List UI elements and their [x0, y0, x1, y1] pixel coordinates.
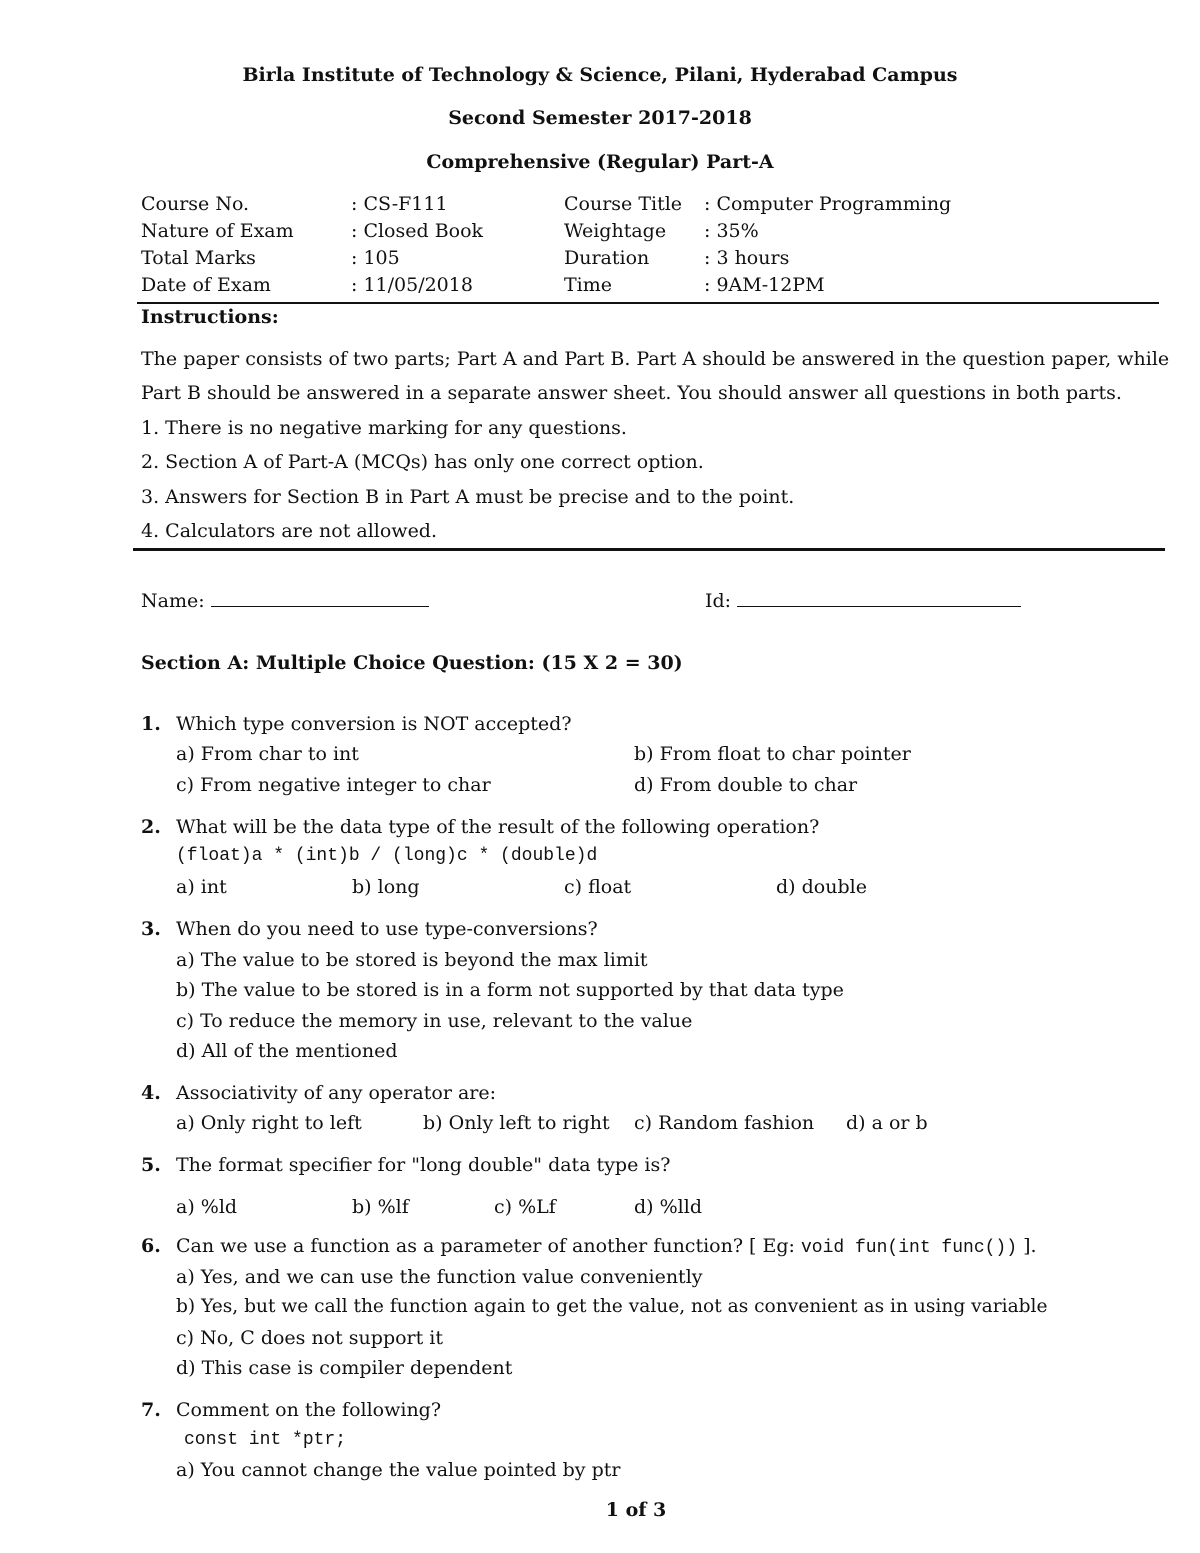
- option-d: d) double: [776, 876, 867, 898]
- instructions-intro-line2: Part B should be answered in a separate answer sheet. You should answer all questions in both parts.: [141, 382, 1122, 404]
- details-left-values: [351, 193, 483, 301]
- question-text: The format specifier for "long double" data type is?: [176, 1154, 671, 1176]
- name-label: Name:: [141, 590, 205, 612]
- detail-label: Total Marks: [141, 247, 256, 269]
- details-right-labels: [564, 193, 682, 301]
- detail-label: Duration: [564, 247, 650, 269]
- option-a: a) int: [176, 876, 227, 898]
- option-d: d) This case is compiler dependent: [176, 1357, 513, 1379]
- section-title: Section A: Multiple Choice Question: (15 X 2 = 30): [141, 652, 683, 674]
- option-c: c) %Lf: [494, 1196, 556, 1218]
- name-field[interactable]: [141, 590, 429, 612]
- question-number: 2.: [141, 816, 161, 838]
- option-a: a) From char to int: [176, 743, 359, 765]
- question-number: 6.: [141, 1235, 161, 1257]
- instruction-item: 3. Answers for Section B in Part A must be precise and to the point.: [141, 486, 795, 508]
- option-a: a) The value to be stored is beyond the max limit: [176, 949, 648, 971]
- detail-value: : 9AM-12PM: [704, 274, 825, 296]
- detail-label: Time: [564, 274, 613, 296]
- detail-label: Course Title: [564, 193, 683, 215]
- option-d: d) All of the mentioned: [176, 1040, 398, 1062]
- option-c: c) From negative integer to char: [176, 774, 491, 796]
- question-text: What will be the data type of the result of the following operation?: [176, 816, 820, 838]
- detail-value: : 11/05/2018: [351, 274, 473, 296]
- exam-title: Comprehensive (Regular) Part-A: [426, 151, 774, 173]
- question-text-line: [176, 1235, 1037, 1258]
- question-text: Can we use a function as a parameter of another function? [ Eg:: [176, 1235, 795, 1257]
- option-c: c) Random fashion: [634, 1112, 815, 1134]
- instructions-intro-line1: The paper consists of two parts; Part A and Part B. Part A should be answered in the question paper, while: [141, 348, 1170, 370]
- id-field[interactable]: [705, 590, 1021, 612]
- detail-label: Weightage: [564, 220, 667, 242]
- details-right-values: [704, 193, 951, 301]
- option-c: c) float: [564, 876, 632, 898]
- institute-title: Birla Institute of Technology & Science, Pilani, Hyderabad Campus: [242, 64, 958, 86]
- detail-value: : CS-F111: [351, 193, 448, 215]
- question-number: 7.: [141, 1399, 161, 1421]
- question-number: 4.: [141, 1082, 161, 1104]
- option-d: d) a or b: [846, 1112, 928, 1134]
- option-c: c) To reduce the memory in use, relevant to the value: [176, 1010, 693, 1032]
- option-b: b) Only left to right: [423, 1112, 610, 1134]
- option-b: b) %lf: [352, 1196, 409, 1218]
- detail-value: : Closed Book: [351, 220, 484, 242]
- instruction-item: 4. Calculators are not allowed.: [141, 520, 438, 542]
- page-number: 1 of 3: [605, 1499, 667, 1521]
- question-number: 1.: [141, 713, 161, 735]
- details-divider: [137, 302, 1159, 304]
- instruction-item: 2. Section A of Part-A (MCQs) has only one correct option.: [141, 451, 704, 473]
- instructions-divider: [133, 548, 1165, 551]
- detail-label: Course No.: [141, 193, 250, 215]
- option-c: c) No, C does not support it: [176, 1327, 444, 1349]
- detail-value: : Computer Programming: [704, 193, 952, 215]
- details-left-labels: [141, 193, 294, 301]
- name-blank[interactable]: [211, 605, 429, 607]
- detail-value: : 3 hours: [704, 247, 790, 269]
- question-text: When do you need to use type-conversions?: [176, 918, 598, 940]
- id-blank[interactable]: [737, 605, 1021, 607]
- question-text: Which type conversion is NOT accepted?: [176, 713, 572, 735]
- id-label: Id:: [705, 590, 732, 612]
- option-a: a) You cannot change the value pointed by ptr: [176, 1459, 621, 1481]
- option-a: a) %ld: [176, 1196, 238, 1218]
- question-number: 3.: [141, 918, 161, 940]
- option-b: b) long: [352, 876, 420, 898]
- code-snippet: (float)a * (int)b / (long)c * (double)d: [176, 846, 598, 866]
- question-text: Associativity of any operator are:: [176, 1082, 496, 1104]
- option-d: d) %lld: [634, 1196, 702, 1218]
- instructions-title: Instructions:: [141, 306, 279, 328]
- question-text-end: ].: [1023, 1235, 1037, 1257]
- detail-label: Nature of Exam: [141, 220, 294, 242]
- option-b: b) Yes, but we call the function again to get the value, not as convenient as in using variable: [176, 1296, 1048, 1317]
- code-snippet: void fun(int func()): [801, 1238, 1018, 1258]
- option-d: d) From double to char: [634, 774, 858, 796]
- option-b: b) From float to char pointer: [634, 743, 911, 765]
- code-snippet: const int *ptr;: [184, 1430, 347, 1450]
- detail-label: Date of Exam: [141, 274, 271, 296]
- instruction-item: 1. There is no negative marking for any questions.: [141, 417, 627, 439]
- question-number: 5.: [141, 1154, 161, 1176]
- question-text: Comment on the following?: [176, 1399, 442, 1421]
- detail-value: : 35%: [704, 220, 759, 242]
- semester-title: Second Semester 2017-2018: [448, 107, 752, 129]
- option-a: a) Yes, and we can use the function value conveniently: [176, 1266, 703, 1288]
- option-b: b) The value to be stored is in a form not supported by that data type: [176, 979, 844, 1001]
- option-a: a) Only right to left: [176, 1112, 362, 1134]
- detail-value: : 105: [351, 247, 400, 269]
